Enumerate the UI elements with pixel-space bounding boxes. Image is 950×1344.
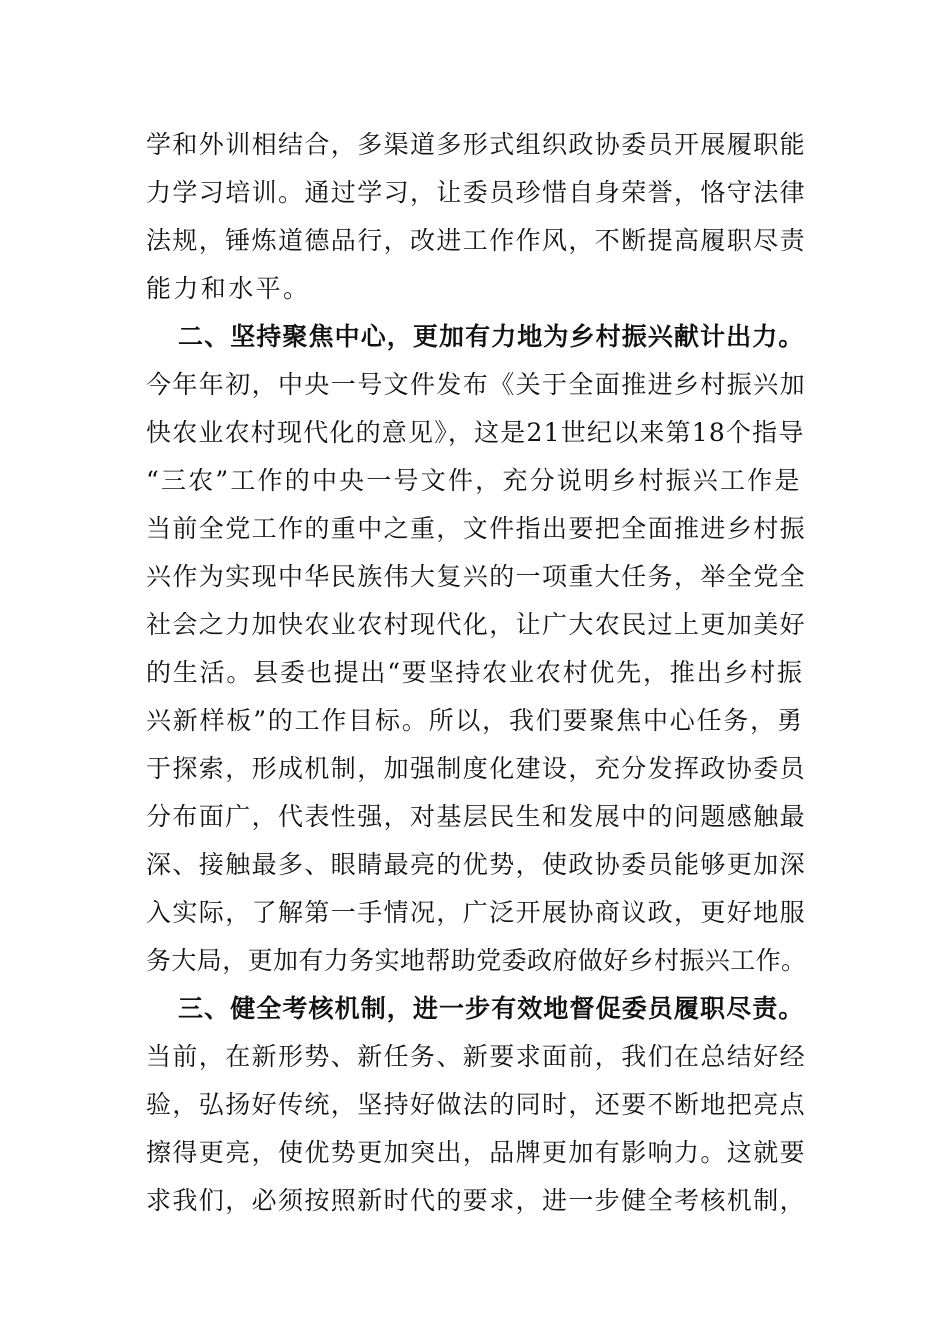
text-line: 验，弘扬好传统，坚持好做法的同时，还要不断地把亮点 bbox=[146, 1090, 807, 1119]
text-line: 今年年初，中央一号文件发布《关于全面推进乡村振兴加 bbox=[146, 370, 807, 399]
text-line: “三农”工作的中央一号文件，充分说明乡村振兴工作是 bbox=[146, 466, 802, 495]
text-line: 当前，在新形势、新任务、新要求面前，我们在总结好经 bbox=[146, 1042, 807, 1071]
text-line: 学和外训相结合，多渠道多形式组织政协委员开展履职能 bbox=[146, 130, 807, 159]
text-line: 力学习培训。通过学习，让委员珍惜自身荣誉，恪守法律 bbox=[146, 178, 807, 207]
text-line: 深、接触最多、眼睛最亮的优势，使政协委员能够更加深 bbox=[146, 850, 807, 879]
text-line: 务大局，更加有力务实地帮助党委政府做好乡村振兴工作。 bbox=[146, 946, 807, 975]
text-line: 法规，锤炼道德品行，改进工作作风，不断提高履职尽责 bbox=[146, 226, 807, 255]
text-line: 于探索，形成机制，加强制度化建设，充分发挥政协委员 bbox=[146, 754, 807, 783]
text-line: 当前全党工作的重中之重，文件指出要把全面推进乡村振 bbox=[146, 514, 807, 543]
text-line: 能力和水平。 bbox=[146, 274, 311, 303]
text-line: 求我们，必须按照新时代的要求，进一步健全考核机制， bbox=[146, 1186, 807, 1215]
section-heading: 二、坚持聚焦中心，更加有力地为乡村振兴献计出力。 bbox=[178, 322, 805, 351]
text-line: 社会之力加快农业农村现代化，让广大农民过上更加美好 bbox=[146, 610, 807, 639]
text-line: 快农业农村现代化的意见》，这是21世纪以来第18个指导 bbox=[146, 418, 805, 447]
text-line: 的生活。县委也提出“要坚持农业农村优先，推出乡村振 bbox=[146, 658, 804, 687]
text-line: 入实际，了解第一手情况，广泛开展协商议政，更好地服 bbox=[146, 898, 807, 927]
text-line: 兴作为实现中华民族伟大复兴的一项重大任务，举全党全 bbox=[146, 562, 807, 591]
text-line: 兴新样板”的工作目标。所以，我们要聚焦中心任务，勇 bbox=[146, 706, 804, 735]
section-heading: 三、健全考核机制，进一步有效地督促委员履职尽责。 bbox=[178, 994, 805, 1023]
text-line: 分布面广，代表性强，对基层民生和发展中的问题感触最 bbox=[146, 802, 807, 831]
text-line: 擦得更亮，使优势更加突出，品牌更加有影响力。这就要 bbox=[146, 1138, 807, 1167]
